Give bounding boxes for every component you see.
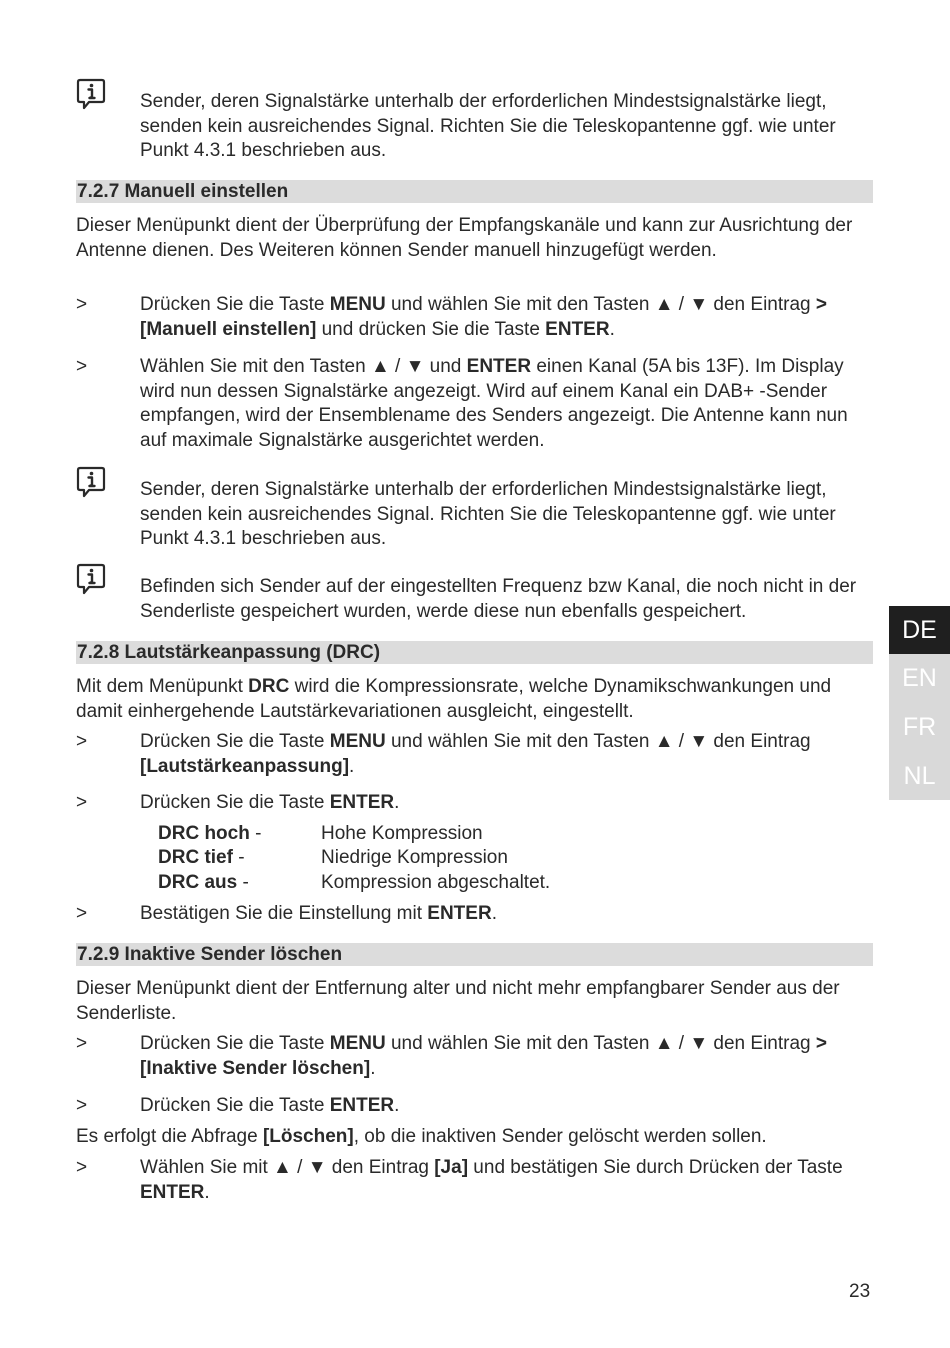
section-heading: 7.2.8 Lautstärkeanpassung (DRC) (76, 641, 873, 664)
step-text: Drücken Sie die Taste MENU und wählen Sie mit den Tasten ▲ / ▼ den Eintrag [Lautstärkeanpassung]. (140, 731, 811, 777)
paragraph: Es erfolgt die Abfrage [Löschen], ob die inaktiven Sender gelöscht werden sollen. (76, 1126, 767, 1147)
language-tab-en[interactable]: EN (902, 664, 937, 692)
bullet-marker: > (76, 294, 88, 315)
info-icon (76, 563, 106, 595)
bullet-marker: > (76, 1033, 88, 1054)
option-description: Hohe Kompression (321, 823, 483, 844)
step-text: Drücken Sie die Taste ENTER. (140, 792, 400, 813)
drc-option (158, 822, 658, 846)
language-tab-fr[interactable]: FR (902, 713, 937, 741)
step-text: Bestätigen Sie die Einstellung mit ENTER. (140, 903, 497, 924)
step-text: Drücken Sie die Taste MENU und wählen Sie mit den Tasten ▲ / ▼ den Eintrag > [Inaktive Sender löschen]. (140, 1033, 827, 1079)
note-text: Sender, deren Signalstärke unterhalb der erforderlichen Mindestsignalstärke liegt, senden kein ausreichendes Signal. Richten Sie die Teleskopantenne ggf. wie unter Punkt 4.3.1 beschrieben aus. (140, 91, 836, 161)
bullet-marker: > (76, 1095, 88, 1116)
drc-option (158, 846, 658, 870)
info-icon (76, 466, 106, 498)
section-heading: 7.2.9 Inaktive Sender löschen (76, 943, 873, 966)
bullet-marker: > (76, 731, 88, 752)
option-description: Niedrige Kompression (321, 847, 508, 868)
bullet-marker: > (76, 792, 88, 813)
language-tabs (889, 606, 950, 800)
option-term: DRC aus - (158, 872, 249, 893)
drc-option (158, 871, 658, 895)
bullet-marker: > (76, 1157, 88, 1178)
step-text: Drücken Sie die Taste MENU und wählen Sie mit den Tasten ▲ / ▼ den Eintrag > [Manuell einstellen] und drücken Sie die Taste ENTER. (140, 294, 827, 340)
paragraph: Dieser Menüpunkt dient der Entfernung alter und nicht mehr empfangbarer Sender aus der Senderliste. (76, 978, 840, 1024)
step-text: Wählen Sie mit ▲ / ▼ den Eintrag [Ja] und bestätigen Sie durch Drücken der Taste ENTER. (140, 1157, 843, 1203)
step-text: Wählen Sie mit den Tasten ▲ / ▼ und ENTER einen Kanal (5A bis 13F). Im Display wird nun dessen Signalstärke angezeigt. Wird auf einem Kanal ein DAB+ -Sender empfangen, wird der Ensemblename des Senders angezeigt. Die Antenne kann nun auf maximale Signalstärke ausgerichtet werden. (140, 356, 848, 451)
paragraph: Mit dem Menüpunkt DRC wird die Kompressionsrate, welche Dynamikschwankungen und damit einhergehende Lautstärkevariationen ausgleicht, eingestellt. (76, 676, 832, 722)
page-number: 23 (849, 1281, 871, 1302)
language-tab-nl[interactable]: NL (903, 762, 936, 790)
paragraph: Dieser Menüpunkt dient der Überprüfung der Empfangskanäle und kann zur Ausrichtung der Antenne dienen. Des Weiteren können Sender manuell hinzugefügt werden. (76, 215, 853, 261)
language-tab-de[interactable]: DE (889, 606, 950, 654)
option-description: Kompression abgeschaltet. (321, 872, 551, 893)
option-term: DRC hoch - (158, 823, 262, 844)
step-text: Drücken Sie die Taste ENTER. (140, 1095, 400, 1116)
bullet-marker: > (76, 903, 88, 924)
section-heading: 7.2.7 Manuell einstellen (76, 180, 873, 203)
info-icon (76, 78, 106, 110)
option-term: DRC tief - (158, 847, 245, 868)
note-text: Befinden sich Sender auf der eingestellten Frequenz bzw Kanal, die noch nicht in der Senderliste gespeichert wurden, werde diese nun ebenfalls gespeichert. (140, 576, 857, 622)
note-text: Sender, deren Signalstärke unterhalb der erforderlichen Mindestsignalstärke liegt, senden kein ausreichendes Signal. Richten Sie die Teleskopantenne ggf. wie unter Punkt 4.3.1 beschrieben aus. (140, 479, 836, 549)
bullet-marker: > (76, 356, 88, 377)
